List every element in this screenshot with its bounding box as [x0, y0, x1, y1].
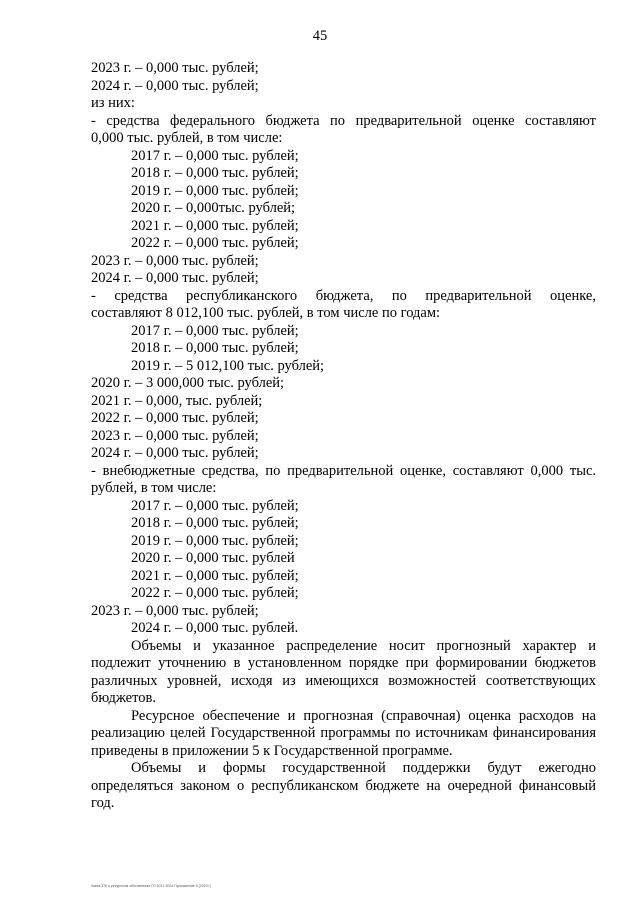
text-line: 2019 г. – 5 012,100 тыс. рублей;	[131, 357, 325, 374]
text-line: 2021 г. – 0,000 тыс. рублей;	[131, 217, 299, 234]
text-line: 2023 г. – 0,000 тыс. рублей;	[91, 60, 259, 76]
text-line: - средства республиканского бюджета, по предварительной оценке,	[91, 287, 596, 304]
text-line: 2022 г. – 0,000 тыс. рублей;	[131, 235, 299, 251]
text-line: рублей, в том числе:	[91, 480, 217, 496]
text-line: из них:	[91, 95, 135, 111]
text-line: 2020 г. – 0,000 тыс. рублей	[131, 550, 295, 566]
text-line: 2022 г. – 0,000 тыс. рублей;	[91, 410, 259, 426]
text-line: 2018 г. – 0,000 тыс. рублей;	[131, 165, 299, 181]
paragraph: Ресурсное обеспечение и прогнозная (справочная) оценка расходов на реализацию целей Государственной программы по источникам финансирования приведены в приложении 5 к Государственной программе.	[91, 707, 596, 759]
text-line: 2024 г. – 0,000 тыс. рублей;	[91, 77, 259, 94]
text-line: 2019 г. – 0,000 тыс. рублей;	[131, 532, 299, 549]
text-line: 2018 г. – 0,000 тыс. рублей;	[131, 515, 299, 531]
text-line: 2017 г. – 0,000 тыс. рублей;	[131, 497, 299, 514]
text-line: 2017 г. – 0,000 тыс. рублей;	[131, 322, 299, 339]
text-line: 2023 г. – 0,000 тыс. рублей;	[91, 602, 259, 619]
text-line: 2021 г. – 0,000, тыс. рублей;	[91, 392, 263, 409]
text-line: 0,000 тыс. рублей, в том числе:	[91, 130, 283, 146]
text-line: 2024 г. – 0,000 тыс. рублей.	[131, 620, 299, 636]
document-body	[91, 60, 596, 813]
text-line: 2017 г. – 0,000 тыс. рублей;	[131, 147, 299, 164]
text-line: 2024 г. – 0,000 тыс. рублей;	[91, 270, 259, 286]
text-line: 2023 г. – 0,000 тыс. рублей;	[91, 427, 259, 444]
text-line: 2020 г. – 0,000тыс. рублей;	[131, 200, 296, 216]
page-number: 45	[312, 28, 328, 44]
paragraph: Объемы и указанное распределение носит прогнозный характер и подлежит уточнению в установленном порядке при формировании бюджетов различных уровней, исходя из имеющихся возможностей соответствующих бюджетов.	[91, 637, 596, 706]
text-line: 2021 г. – 0,000 тыс. рублей;	[131, 567, 299, 584]
text-line: 2024 г. – 0,000 тыс. рублей;	[91, 445, 259, 461]
text-line: - внебюджетные средства, по предварительной оценке, составляют 0,000 тыс.	[91, 462, 596, 479]
text-line: - средства федерального бюджета по предварительной оценке составляют	[91, 112, 596, 129]
text-line: 2019 г. – 0,000 тыс. рублей;	[131, 182, 299, 199]
text-line: 2023 г. – 0,000 тыс. рублей;	[91, 252, 259, 269]
text-line: 2022 г. – 0,000 тыс. рублей;	[131, 585, 299, 601]
text-line: 2018 г. – 0,000 тыс. рублей;	[131, 340, 299, 356]
paragraph: Объемы и формы государственной поддержки будут ежегодно определяться законом о республиканском бюджете на очередной финансовый год.	[91, 760, 596, 811]
text-line: 2020 г. – 3 000,000 тыс. рублей;	[91, 375, 285, 391]
footer-note: Заказ 176 о ресурсном обеспечении ГП 2017-2024 Приложение 5 (2019 г)	[91, 884, 211, 888]
text-line: составляют 8 012,100 тыс. рублей, в том числе по годам:	[91, 305, 441, 321]
